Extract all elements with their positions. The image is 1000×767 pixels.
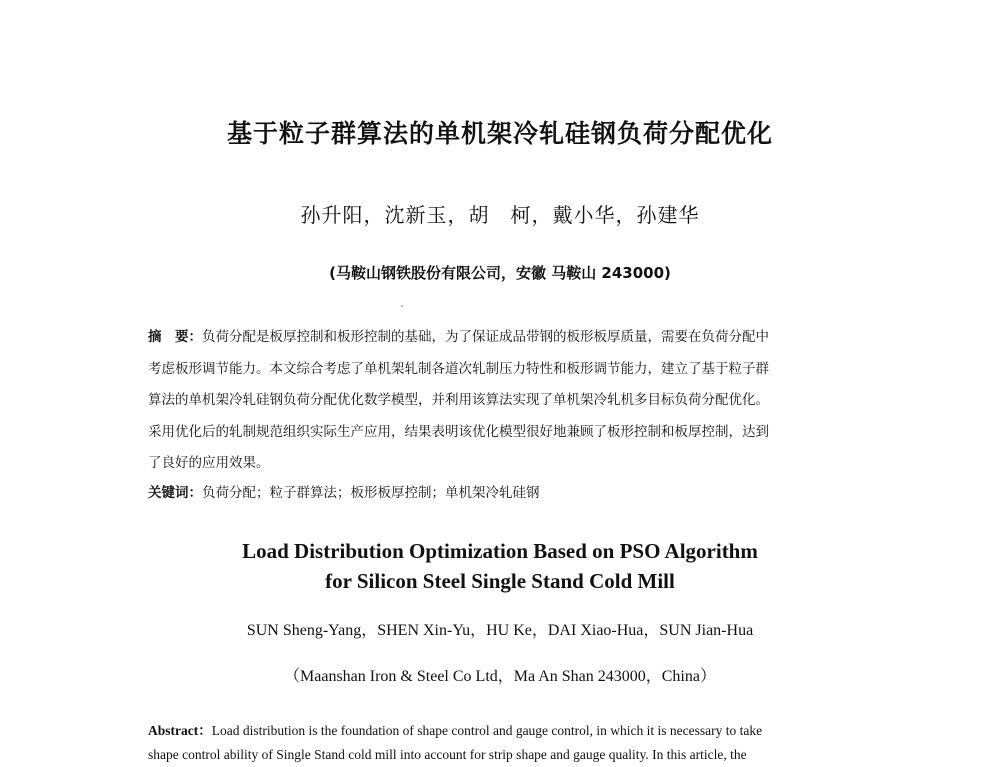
chinese-keywords-label: 关键词： <box>148 485 202 501</box>
english-title-line-1: Load Distribution Optimization Based on PSO Algorithm <box>242 539 758 563</box>
chinese-abstract-label: 摘 要： <box>148 329 202 345</box>
chinese-abstract-line <box>148 322 860 354</box>
chinese-keywords-text: 负荷分配；粒子群算法；板形板厚控制；单机架冷轧硅钢 <box>202 485 540 501</box>
chinese-keywords <box>148 481 860 501</box>
chinese-abstract <box>148 322 860 480</box>
chinese-abstract-line: 算法的单机架冷轧硅钢负荷分配优化数学模型，并利用该算法实现了单机架冷轧机多目标负荷分配优化。 <box>148 392 769 408</box>
chinese-title: 基于粒子群算法的单机架冷轧硅钢负荷分配优化 <box>226 119 773 148</box>
english-title-line-2: for Silicon Steel Single Stand Cold Mill <box>325 569 675 593</box>
chinese-abstract-line: 考虑板形调节能力。本文综合考虑了单机架轧制各道次轧制压力特性和板形调节能力，建立了基于粒子群 <box>148 360 769 377</box>
english-abstract-line: shape control ability of Single Stand cold mill into account for strip shape and gauge quality. In this article, the <box>148 747 747 762</box>
chinese-affiliation: (马鞍山钢铁股份有限公司，安徽 马鞍山 243000) <box>329 264 671 282</box>
chinese-abstract-line: 了良好的应用效果。 <box>148 455 270 471</box>
english-abstract-line <box>148 719 860 743</box>
chinese-authors: 孙升阳，沈新玉，胡 柯，戴小华，孙建华 <box>300 203 700 227</box>
english-affiliation: （Maanshan Iron & Steel Co Ltd，Ma An Shan 243000，China） <box>284 668 716 685</box>
english-authors: SUN Sheng-Yang，SHEN Xin-Yu，HU Ke，DAI Xiao-Hua，SUN Jian-Hua <box>246 622 754 639</box>
scan-speck <box>401 305 403 307</box>
chinese-abstract-text: 负荷分配是板厚控制和板形控制的基础，为了保证成品带钢的板形板厚质量，需要在负荷分配中 <box>202 329 769 345</box>
english-abstract-text: Load distribution is the foundation of shape control and gauge control, in which it is necessary to take <box>211 723 763 738</box>
chinese-abstract-line: 采用优化后的轧制规范组织实际生产应用，结果表明该优化模型很好地兼顾了板形控制和板厚控制，达到 <box>148 423 769 440</box>
english-title <box>0 536 1000 596</box>
english-abstract-label: Abstract： <box>148 723 212 738</box>
